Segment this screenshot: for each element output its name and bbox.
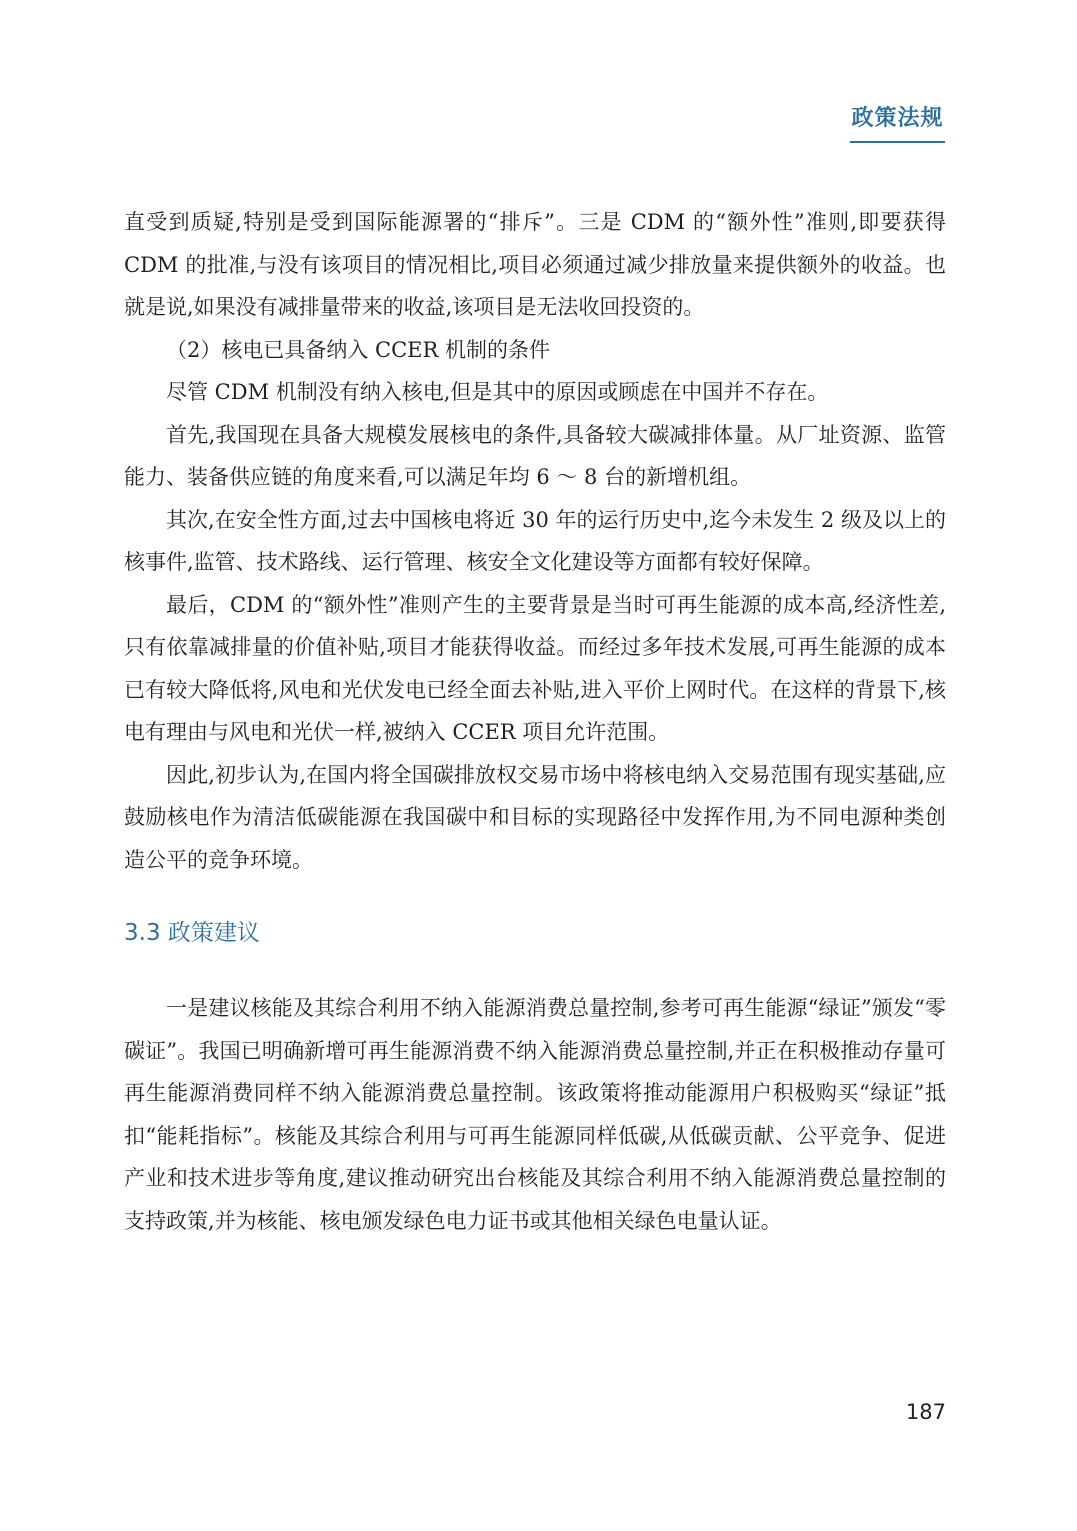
header-rule xyxy=(850,141,945,143)
paragraph-subheading: （2）核电已具备纳入 CCER 机制的条件 xyxy=(166,337,550,362)
page-body xyxy=(124,201,946,1242)
paragraph: 最后，CDM 的“额外性”准则产生的主要背景是当时可再生能源的成本高,经济性差,只有依靠减排量的价值补贴,项目才能获得收益。而经过多年技术发展,可再生能源的成本已有较大降低将,风电和光伏发电已经全面去补贴,进入平价上网时代。在这样的背景下,核电有理由与风电和光伏一样,被纳入 CCER 项目允许范围。 xyxy=(124,592,946,744)
paragraph: 因此,初步认为,在国内将全国碳排放权交易市场中将核电纳入交易范围有现实基础,应鼓励核电作为清洁低碳能源在我国碳中和目标的实现路径中发挥作用,为不同电源种类创造公平的竞争环境。 xyxy=(124,762,946,872)
paragraph: 一是建议核能及其综合利用不纳入能源消费总量控制,参考可再生能源“绿证”颁发“零碳证”。我国已明确新增可再生能源消费不纳入能源消费总量控制,并正在积极推动存量可再生能源消费同样不纳入能源消费总量控制。该政策将推动能源用户积极购买“绿证”抵扣“能耗指标”。核能及其综合利用与可再生能源同样低碳,从低碳贡献、公平竞争、促进产业和技术进步等角度,建议推动研究出台核能及其综合利用不纳入能源消费总量控制的支持政策,并为核能、核电颁发绿色电力证书或其他相关绿色电量认证。 xyxy=(124,996,946,1233)
page-number: 187 xyxy=(905,1400,946,1424)
paragraph: 首先,我国现在具备大规模发展核电的条件,具备较大碳减排体量。从厂址资源、监管能力、装备供应链的角度来看,可以满足年均 6 ～ 8 台的新增机组。 xyxy=(124,422,946,489)
paragraph: 尽管 CDM 机制没有纳入核电,但是其中的原因或顾虑在中国并不存在。 xyxy=(166,380,829,404)
paragraph: 其次,在安全性方面,过去中国核电将近 30 年的运行历史中,迄今未发生 2 级及以上的核事件,监管、技术路线、运行管理、核安全文化建设等方面都有较好保障。 xyxy=(124,507,946,574)
running-header: 政策法规 xyxy=(851,106,944,131)
section-heading: 3.3 政策建议 xyxy=(124,920,260,946)
paragraph-continued: 直受到质疑,特别是受到国际能源署的“排斥”。三是 CDM 的“额外性”准则,即要获得 CDM 的批准,与没有该项目的情况相比,项目必须通过减少排放量来提供额外的收益。也就是说,如果没有减排量带来的收益,该项目是无法收回投资的。 xyxy=(124,210,946,319)
